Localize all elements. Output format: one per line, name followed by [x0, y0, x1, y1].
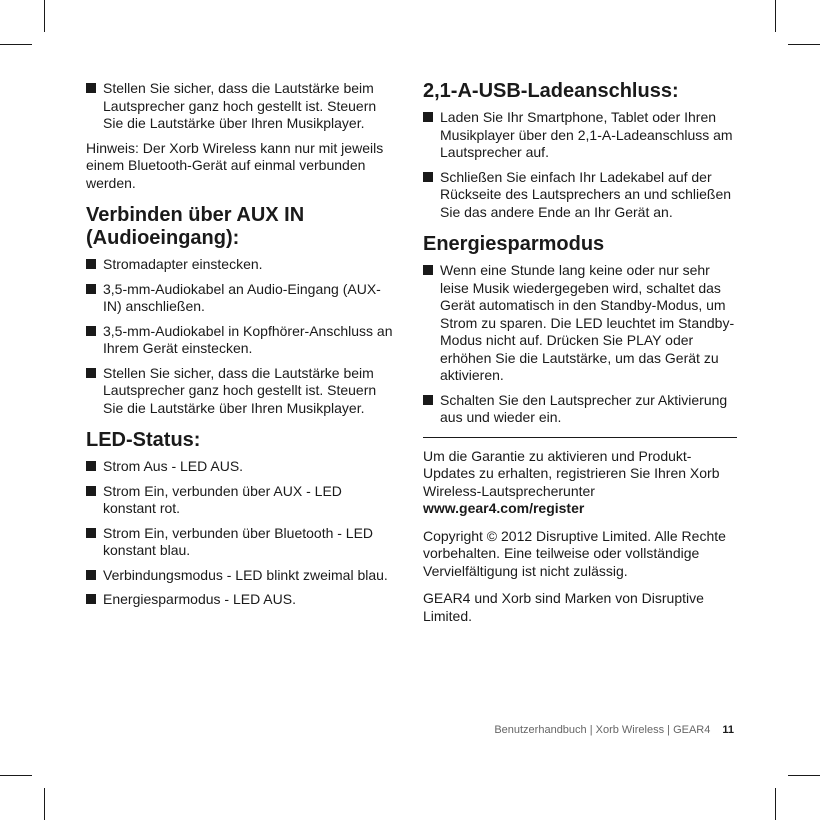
bluetooth-note: Hinweis: Der Xorb Wireless kann nur mit jeweils einem Bluetooth-Gerät auf einmal verbunden werden. [86, 139, 384, 191]
aux-heading: Verbinden über AUX IN (Audioeingang): [86, 204, 305, 249]
bullet-square-icon [86, 259, 96, 269]
list-item [423, 392, 737, 427]
led-heading: LED-Status: [86, 429, 201, 451]
bullet-square-icon [423, 112, 433, 122]
list-item-text: Laden Sie Ihr Smartphone, Tablet oder Ihren Musikplayer über den 2,1-A-Ladeanschluss am Lautsprecher auf. [440, 109, 733, 160]
divider [423, 437, 737, 438]
register-text: Um die Garantie zu aktivieren und Produkt-Updates zu erhalten, registrieren Sie Ihren Xorb Wireless-Lautsprecherunter [423, 447, 720, 499]
footer-text: Benutzerhandbuch | Xorb Wireless | GEAR4 [494, 724, 711, 736]
intro-list [86, 80, 398, 133]
copyright-text: Copyright © 2012 Disruptive Limited. Alle Rechte vorbehalten. Eine teilweise oder vollständige Vervielfältigung ist nicht zulässig. [423, 527, 726, 579]
list-item [423, 169, 737, 222]
crop-mark [0, 775, 32, 776]
left-column [86, 80, 398, 616]
list-item-text: Strom Aus - LED AUS. [103, 458, 244, 474]
list-item [86, 458, 398, 476]
bullet-square-icon [86, 570, 96, 580]
list-item [86, 80, 398, 133]
led-list [86, 458, 398, 609]
list-item [86, 483, 398, 518]
register-paragraph [423, 448, 737, 518]
list-item-text: Stellen Sie sicher, dass die Lautstärke beim Lautsprecher ganz hoch gestellt ist. Steuern Sie die Lautstärke über Ihren Musikplayer. [103, 364, 377, 416]
list-item-text: Stromadapter einstecken. [103, 256, 263, 272]
list-item [86, 567, 398, 585]
bullet-square-icon [86, 594, 96, 604]
register-link[interactable]: www.gear4.com/register [423, 500, 585, 516]
crop-mark [775, 0, 776, 32]
list-item-text: 3,5-mm-Audiokabel in Kopfhörer-Anschluss an Ihrem Gerät einstecken. [103, 322, 393, 356]
list-item-text: Verbindungsmodus - LED blinkt zweimal blau. [103, 566, 388, 583]
page-footer [494, 724, 734, 736]
list-item-text: Wenn eine Stunde lang keine oder nur sehr leise Musik wiedergegeben wird, schaltet das Gerät automatisch in den Standby-Modus, um Strom zu sparen. Die LED leuchtet im Standby-Modus nicht auf. Drücken Sie PLAY oder erhöhen Sie die Lautstärke, um das Gerät zu aktivieren. [440, 262, 735, 383]
bullet-square-icon [86, 486, 96, 496]
bullet-square-icon [86, 528, 96, 538]
bullet-square-icon [86, 461, 96, 471]
list-item-text: 3,5-mm-Audiokabel an Audio-Eingang (AUX-IN) anschließen. [103, 280, 381, 314]
right-column [423, 80, 737, 635]
page-number: 11 [722, 724, 734, 736]
bullet-square-icon [423, 172, 433, 182]
bullet-square-icon [86, 368, 96, 378]
energy-heading: Energiesparmodus [423, 233, 605, 255]
list-item [86, 323, 398, 358]
list-item-text: Energiesparmodus - LED AUS. [103, 591, 296, 607]
list-item [423, 109, 737, 162]
list-item [86, 281, 398, 316]
crop-mark [788, 775, 820, 776]
trademark-text: GEAR4 und Xorb sind Marken von Disruptive Limited. [423, 590, 704, 624]
list-item-text: Strom Ein, verbunden über Bluetooth - LED konstant blau. [103, 524, 374, 558]
bullet-square-icon [86, 284, 96, 294]
list-item [86, 365, 398, 418]
bullet-square-icon [86, 83, 96, 93]
bullet-square-icon [86, 326, 96, 336]
bullet-square-icon [423, 265, 433, 275]
list-item-text: Strom Ein, verbunden über AUX - LED konstant rot. [103, 482, 342, 516]
list-item [86, 256, 398, 274]
crop-mark [788, 44, 820, 45]
list-item-text: Schließen Sie einfach Ihr Ladekabel auf der Rückseite des Lautsprechers an und schließen Sie das andere Ende an Ihr Gerät an. [440, 168, 732, 220]
list-item [86, 525, 398, 560]
list-item-text: Stellen Sie sicher, dass die Lautstärke beim Lautsprecher ganz hoch gestellt ist. Steuern Sie die Lautstärke über Ihren Musikplayer. [103, 80, 377, 131]
list-item-text: Schalten Sie den Lautsprecher zur Aktivierung aus und wieder ein. [440, 391, 728, 425]
crop-mark [44, 788, 45, 820]
crop-mark [44, 0, 45, 32]
crop-mark [0, 44, 32, 45]
bullet-square-icon [423, 395, 433, 405]
crop-mark [775, 788, 776, 820]
list-item [423, 262, 737, 385]
energy-list [423, 262, 737, 427]
usb-list [423, 109, 737, 221]
usb-heading: 2,1-A-USB-Ladeanschluss: [423, 80, 679, 102]
list-item [86, 591, 398, 609]
aux-list [86, 256, 398, 417]
